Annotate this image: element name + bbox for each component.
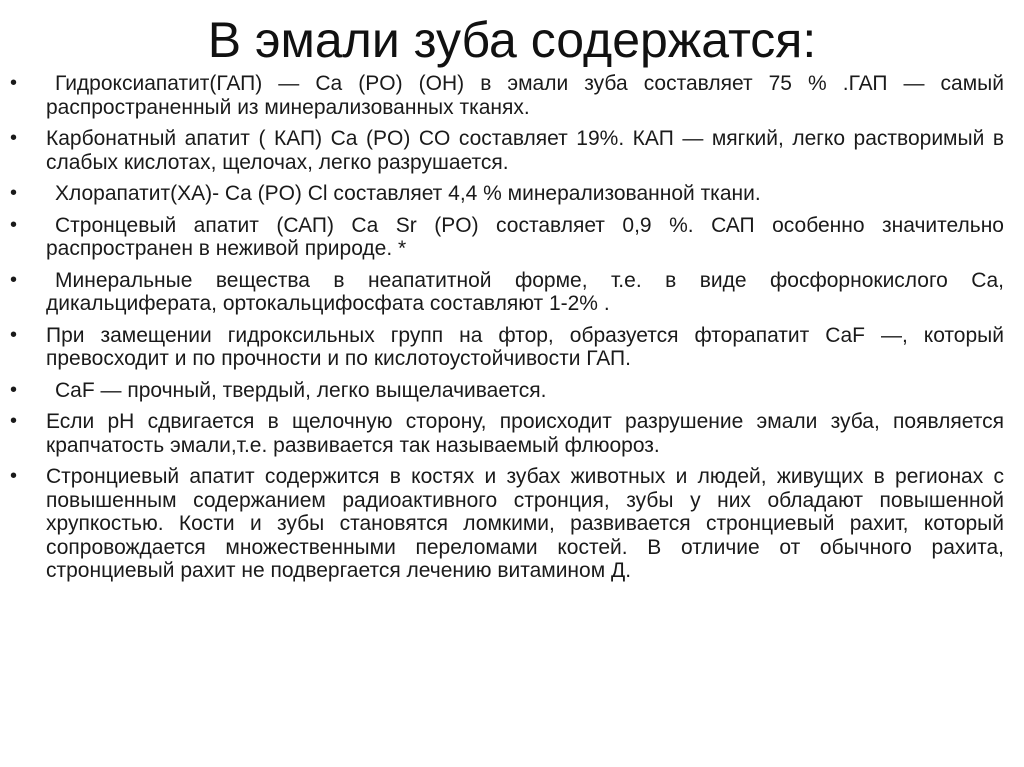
list-item [10, 324, 1004, 371]
bullet-icon: • [10, 323, 18, 346]
bullet-icon: • [10, 410, 18, 432]
bullet-icon: • [10, 72, 18, 94]
list-item-text: Стронцевый апатит (САП) Ca Sr (PO) составляет 0,9 %. САП особенно значительно распространен в неживой природе. * [46, 213, 1004, 260]
list-item [10, 269, 1004, 316]
list-item [10, 379, 1004, 403]
list-item-text: Хлорапатит(ХА)- Ca (PO) Cl составляет 4,4 % минерализованной ткани. [55, 182, 761, 205]
bullet-icon: • [10, 465, 18, 487]
list-item-text: При замещении гидроксильных групп на фтор, образуется фторапатит CaF —, который превосходит и по прочности и по кислотоустойчивости ГАП. [46, 323, 1004, 370]
bullet-icon: • [10, 378, 18, 401]
list-item-text: CaF — прочный, твердый, легко выщелачивается. [55, 378, 547, 402]
list-item [10, 182, 1004, 206]
bullet-icon: • [10, 213, 18, 236]
list-item-text: Карбонатный апатит ( КАП) Ca (PO) CO составляет 19%. КАП — мягкий, легко растворимый в слабых кислотах, щелочах, легко разрушается. [46, 127, 1004, 174]
list-item [10, 465, 1004, 583]
list-item [10, 127, 1004, 174]
list-item-text: Гидроксиапатит(ГАП) — Ca (PO) (OH) в эмали зуба составляет 75 % .ГАП — самый распространенный из минерализованных тканях. [46, 72, 1004, 119]
list-item [10, 72, 1004, 119]
list-item-text: Минеральные вещества в неапатитной форме, т.е. в виде фосфорнокислого Ca, дикальциферата, ортокальцифосфата составляют 1-2% . [46, 268, 1004, 315]
slide-title: В эмали зуба содержатся: [207, 12, 817, 68]
bullet-list [10, 72, 1004, 591]
bullet-icon: • [10, 268, 18, 291]
bullet-icon: • [10, 182, 18, 204]
list-item [10, 410, 1004, 457]
bullet-icon: • [10, 127, 18, 149]
list-item-text: Стронциевый апатит содержится в костях и зубах животных и людей, живущих в регионах с повышенным содержанием радиоактивного стронция, зубы у них обладают повышенной хрупкостью. Кости и зубы становятся ломкими, развивается стронциевый рахит, который сопровождается множественными переломами костей. В отличие от обычного рахита, стронциевый рахит не подвергается лечению витамином Д. [46, 465, 1004, 582]
list-item [10, 214, 1004, 261]
list-item-text: Если pH сдвигается в щелочную сторону, происходит разрушение эмали зуба, появляется крапчатость эмали,т.е. развивается так называемый флюороз. [46, 410, 1004, 457]
